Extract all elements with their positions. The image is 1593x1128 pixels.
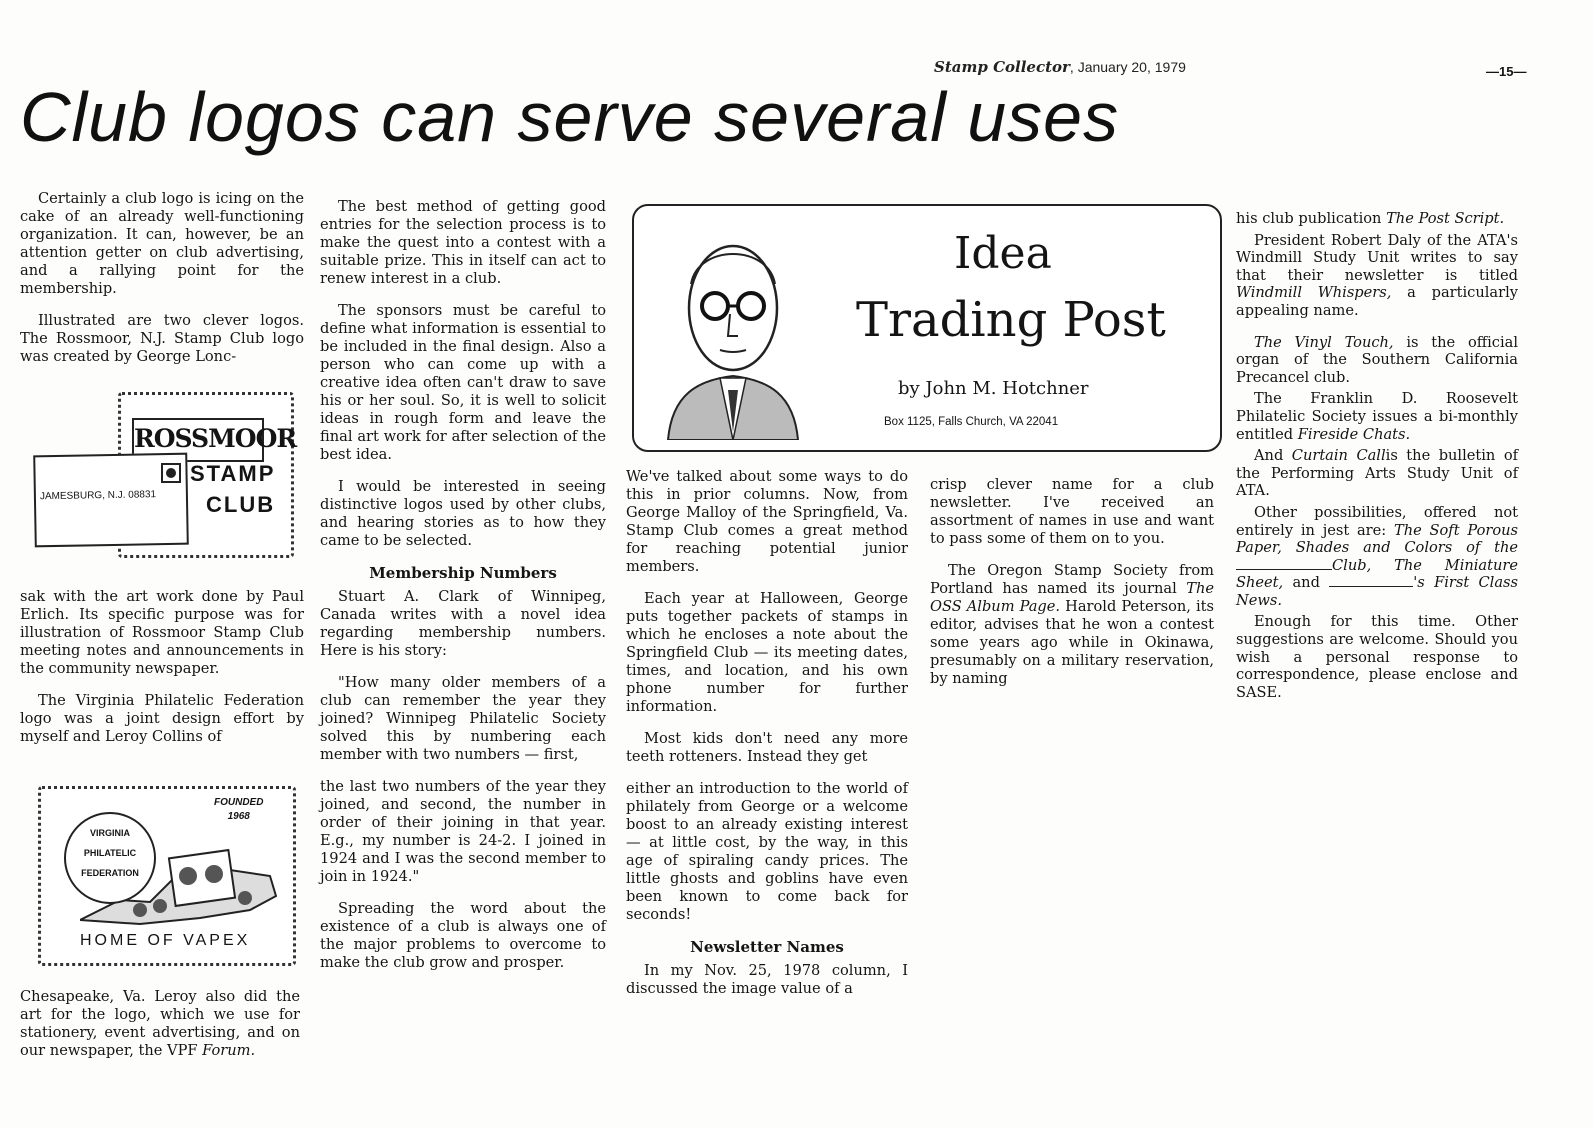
text-run: his club publication bbox=[1236, 210, 1387, 227]
blank-line bbox=[1236, 557, 1332, 570]
paragraph: crisp clever name for a club newsletter. I've received an assortment of names in use and want to pass some of them on to you. bbox=[930, 476, 1214, 547]
paragraph: sak with the art work done by Paul Erlich. Its specific purpose was for illustration of Rossmoor Stamp Club meeting notes and announcements in the community newspaper. bbox=[20, 588, 304, 677]
virginia-logo-motto: HOME OF VAPEX bbox=[80, 932, 251, 949]
founded-year: 1968 bbox=[227, 811, 250, 822]
paragraph: Each year at Halloween, George puts together packets of stamps in which he encloses a note about the Springfield Club — its meeting dates, times, and location, and his own phone number for further information. bbox=[626, 590, 908, 715]
paragraph bbox=[1236, 210, 1518, 228]
paragraph: Spreading the word about the existence of a club is always one of the major problems to overcome to make the club grow and prosper. bbox=[320, 900, 606, 971]
paragraph: Certainly a club logo is icing on the cake of an already well-functioning organization. It can, however, be an attention getter on club advertising, and a rallying point for the membership. bbox=[20, 190, 304, 297]
text-run: The Franklin D. Roosevelt Philatelic Society issues a bi-monthly entitled bbox=[1236, 390, 1518, 443]
publication-name: Stamp Collector bbox=[934, 58, 1070, 76]
banner-title-line-2: Trading Post bbox=[856, 292, 1166, 348]
column-1-bottom bbox=[20, 988, 300, 1074]
text-run: The Oregon Stamp Society from Portland has named its journal bbox=[930, 562, 1214, 597]
column-4 bbox=[930, 476, 1214, 702]
column-2 bbox=[320, 198, 606, 986]
text-run: is the official organ of the Southern California Precancel club. bbox=[1236, 333, 1518, 386]
paragraph bbox=[930, 562, 1214, 688]
issue-date: , January 20, 1979 bbox=[1069, 59, 1186, 75]
paragraph: the last two numbers of the year they joined, and second, the number in order of their joining in that year. E.g., my number is 24-2. I joined in 1924 and I was the second member to join in 1924." bbox=[320, 778, 606, 885]
text-run: is the bulletin of the Performing Arts Study Unit of ATA. bbox=[1236, 447, 1519, 500]
banner-address: Box 1125, Falls Church, VA 22041 bbox=[884, 416, 1059, 428]
paragraph bbox=[1236, 232, 1518, 320]
journal-title: The OSS Album Page. bbox=[930, 580, 1214, 615]
blank-line bbox=[1329, 574, 1413, 587]
paragraph: The sponsors must be careful to define what information is essential to be included in the final design. Also a person who can come up with a creative idea often can't draw to save his or her soul. So, it is well to solicit ideas in rough form and leave the final art work for after selection of the best idea. bbox=[320, 302, 606, 463]
publication-title: Club, The Miniature Sheet, bbox=[1236, 556, 1518, 592]
paragraph: "How many older members of a club can remember the year they joined? Winnipeg Philatelic Society solved this by numbering each member with two numbers — first, bbox=[320, 674, 606, 763]
rossmoor-logo-stamp: STAMP bbox=[190, 461, 276, 486]
section-heading: Membership Numbers bbox=[369, 564, 557, 582]
seal-line-2: PHILATELIC bbox=[83, 848, 137, 858]
text-run: President Robert Daly of the ATA's Windmill Study Unit writes to say that their newsletter is titled bbox=[1236, 231, 1518, 284]
publication-title: The Vinyl Touch, bbox=[1254, 333, 1394, 351]
column-3 bbox=[626, 468, 908, 1012]
rossmoor-logo-club: CLUB bbox=[206, 492, 276, 517]
column-5 bbox=[1236, 210, 1518, 715]
rossmoor-logo-name: ROSSMOOR bbox=[132, 418, 264, 462]
founded-word: FOUNDED bbox=[214, 797, 264, 808]
text-run: Harold Peterson, its editor, advises that he won a contest some years ago while in Okinawa, presumably on a military reservation, by naming bbox=[930, 598, 1215, 687]
paragraph: Most kids don't need any more teeth rotteners. Instead they get bbox=[626, 730, 908, 765]
text-run: Other possibilities, offered not entirely in jest are: bbox=[1236, 503, 1518, 539]
newspaper-title: Forum. bbox=[202, 1042, 256, 1059]
publication-title: Fireside Chats. bbox=[1297, 425, 1411, 443]
column-1-top bbox=[20, 190, 304, 366]
headline: Club logos can serve several uses bbox=[20, 78, 1120, 156]
paragraph: We've talked about some ways to do this in prior columns. Now, from George Malloy of the Springfield, Va. Stamp Club comes a great method for reaching potential junior members. bbox=[626, 468, 908, 575]
paragraph bbox=[1236, 334, 1518, 387]
stamp-emblem-icon bbox=[160, 462, 182, 484]
section-heading: Newsletter Names bbox=[690, 938, 844, 956]
publication-title: First Class News. bbox=[1236, 574, 1518, 609]
text-run: 's bbox=[1413, 574, 1425, 592]
founded-label bbox=[214, 796, 263, 824]
paragraph: Enough for this time. Other suggestions are welcome. Should you wish a personal response to correspondence, please enclose and SASE. bbox=[1236, 613, 1518, 701]
text-run: And bbox=[1254, 447, 1292, 465]
publication-title: Curtain Call bbox=[1291, 447, 1386, 465]
paragraph: I would be interested in seeing distinctive logos used by other clubs, and hearing stories as to how they came to be selected. bbox=[320, 478, 606, 549]
column-1-middle bbox=[20, 588, 304, 746]
banner-title-line-1: Idea bbox=[954, 228, 1052, 279]
rossmoor-logo-address: JAMESBURG, N.J. 08831 bbox=[39, 489, 157, 503]
paragraph: The Virginia Philatelic Federation logo was a joint design effort by myself and Leroy Collins of bbox=[20, 692, 304, 745]
paragraph bbox=[20, 988, 300, 1060]
text-run: and bbox=[1283, 574, 1330, 592]
paragraph bbox=[1236, 504, 1518, 610]
text-run: Chesapeake, Va. Leroy also did the art for the logo, which we use for stationery, event advertising, and on our newspaper, the VPF bbox=[20, 988, 300, 1059]
virginia-logo-seal bbox=[64, 812, 156, 904]
paragraph: The best method of getting good entries for the selection process is to make the quest into a contest with a suitable prize. This in itself can act to renew interest in a club. bbox=[320, 198, 606, 287]
author-portrait-icon bbox=[658, 214, 808, 440]
page-number: —15— bbox=[1486, 64, 1527, 79]
masthead bbox=[934, 58, 1186, 76]
text-run: a particularly appealing name. bbox=[1236, 284, 1518, 319]
publication-title: Windmill Whispers, bbox=[1236, 284, 1392, 302]
paragraph: Illustrated are two clever logos. The Rossmoor, N.J. Stamp Club logo was created by George Lonc- bbox=[20, 312, 304, 365]
paragraph: In my Nov. 25, 1978 column, I discussed the image value of a bbox=[626, 962, 908, 997]
seal-line-3: FEDERATION bbox=[81, 868, 139, 878]
paragraph bbox=[1236, 447, 1518, 500]
paragraph: either an introduction to the world of philately from George or a welcome boost to an already existing interest — at little cost, by the way, in this age of spiraling candy prices. The little ghosts and goblins have even been known to come back for seconds! bbox=[626, 780, 908, 923]
paragraph: Stuart A. Clark of Winnipeg, Canada writes with a novel idea regarding membership numbers. Here is his story: bbox=[320, 588, 606, 659]
banner-author: by John M. Hotchner bbox=[898, 378, 1089, 399]
publication-title: The Soft Porous Paper, Shades and Colors of the bbox=[1236, 521, 1519, 557]
publication-title: The Post Script. bbox=[1386, 210, 1505, 227]
paragraph bbox=[1236, 390, 1518, 443]
seal-line-1: VIRGINIA bbox=[89, 828, 130, 838]
